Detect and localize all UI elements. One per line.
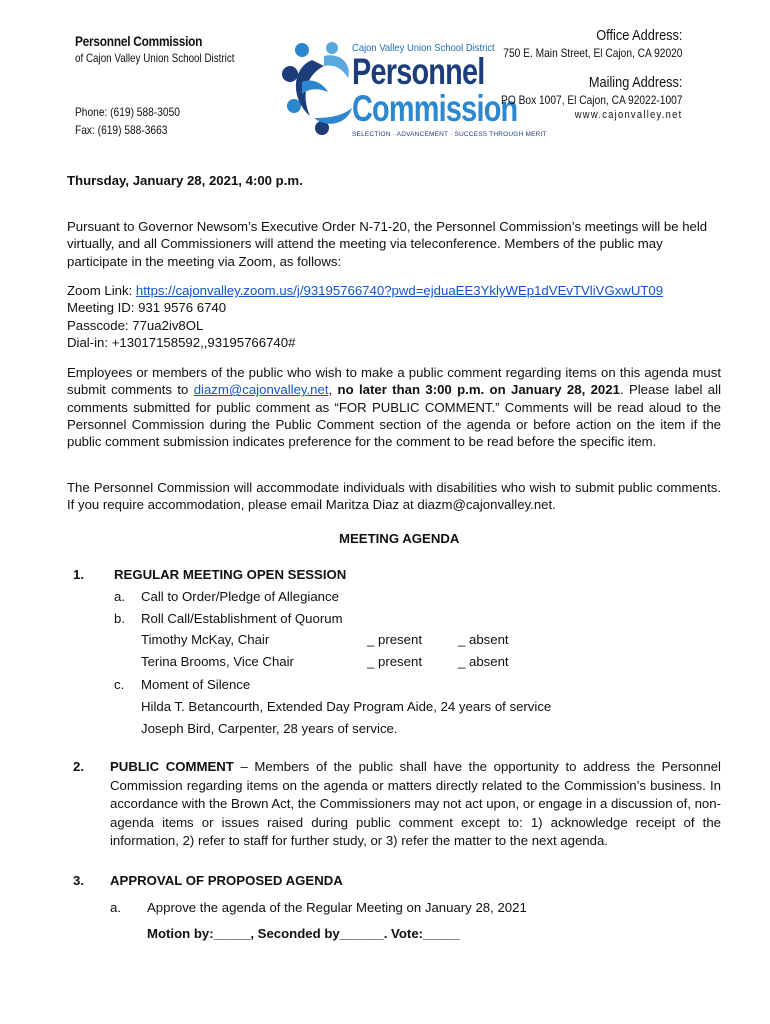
item-1b-letter: b. xyxy=(114,611,125,626)
item-1-title: REGULAR MEETING OPEN SESSION xyxy=(114,567,347,582)
item-3-title: APPROVAL OF PROPOSED AGENDA xyxy=(110,873,343,888)
item-3a-text: Approve the agenda of the Regular Meeting on January 28, 2021 xyxy=(147,900,527,915)
item-2-paragraph xyxy=(110,758,721,851)
org-subtitle: of Cajon Valley Union School District xyxy=(75,51,235,65)
agenda-title: MEETING AGENDA xyxy=(339,531,460,546)
roll-present: _ present xyxy=(367,632,422,647)
logo-district-name: Cajon Valley Union School District xyxy=(352,42,495,54)
public-comment-text-1: Employees or members of the public who wish to make a public comment regarding items on this agenda must submit comments to xyxy=(67,365,721,398)
roll-name: Timothy McKay, Chair xyxy=(141,632,270,647)
item-1c-letter: c. xyxy=(114,677,125,692)
motion-line: Motion by:_____, Seconded by______. Vote:_____ xyxy=(147,926,460,941)
item-3a-letter: a. xyxy=(110,900,121,915)
zoom-link[interactable]: https://cajonvalley.zoom.us/j/93195766740?pwd=ejduaEE3YklyWEp1dVEvTVliVGxwUT09 xyxy=(135,283,664,298)
public-comment-text-2: , xyxy=(328,382,338,398)
zoom-info xyxy=(67,282,721,351)
item-1a-letter: a. xyxy=(114,589,125,604)
meeting-id: Meeting ID: 931 9576 6740 xyxy=(67,300,227,316)
logo-tagline: SELECTION · ADVANCEMENT · SUCCESS THROUGH MERIT xyxy=(352,131,547,138)
logo-word-personnel: Personnel xyxy=(352,51,485,92)
office-address-value: 750 E. Main Street, El Cajon, CA 92020 xyxy=(502,46,682,60)
item-1c-text: Moment of Silence xyxy=(141,677,251,692)
roll-absent: _ absent xyxy=(458,654,509,669)
public-comment-text-3: . Please label all comments submitted for public comment as “FOR PUBLIC COMMENT.” Comments will be read aloud to the Personnel Commission during the Public Comment section of the agenda or before action on the item if the public comment submission indicates preference for the comment to be read before the specific item. xyxy=(67,382,722,450)
silence-honoree-1: Hilda T. Betancourth, Extended Day Program Aide, 24 years of service xyxy=(141,699,552,714)
silence-honoree-2: Joseph Bird, Carpenter, 28 years of service. xyxy=(141,721,398,736)
email-link[interactable]: diazm@cajonvalley.net xyxy=(193,382,329,398)
zoom-link-label: Zoom Link: xyxy=(67,283,136,298)
public-comment-paragraph xyxy=(67,364,721,450)
item-1a-text: Call to Order/Pledge of Allegiance xyxy=(141,589,339,604)
header-contact-left xyxy=(75,33,270,137)
passcode: Passcode: 77ua2iv8OL xyxy=(67,317,204,333)
meeting-date: Thursday, January 28, 2021, 4:00 p.m. xyxy=(67,173,303,188)
item-2-number: 2. xyxy=(73,759,84,774)
org-name: Personnel Commission xyxy=(75,33,203,49)
mailing-address-value: PO Box 1007, El Cajon, CA 92022-1007 xyxy=(500,93,682,107)
roll-present: _ present xyxy=(367,654,422,669)
intro-paragraph: Pursuant to Governor Newsom’s Executive Order N-71-20, the Personnel Commission’s meetings will be held virtually, and all Commissioners will attend the meeting via teleconference. Members of the public may participate in the meeting via Zoom, as follows: xyxy=(67,219,708,269)
comment-deadline: no later than 3:00 p.m. on January 28, 2021 xyxy=(337,382,620,398)
website-url: www.cajonvalley.net xyxy=(574,109,682,121)
item-1-number: 1. xyxy=(73,567,84,582)
roll-name: Terina Brooms, Vice Chair xyxy=(141,654,294,669)
phone-number: Phone: (619) 588-3050 xyxy=(75,105,180,119)
mailing-address-label: Mailing Address: xyxy=(588,74,682,91)
item-2-title: PUBLIC COMMENT xyxy=(110,759,234,774)
dial-in: Dial-in: +13017158592,,93195766740# xyxy=(67,334,296,350)
accommodation-paragraph: The Personnel Commission will accommodate individuals with disabilities who wish to submit public comments. If you require accommodation, please email Maritza Diaz at diazm@cajonvalley.net. xyxy=(67,480,721,513)
item-2-text: – Members of the public shall have the opportunity to address the Personnel Commission regarding items on the agenda or matters directly related to the Commission’s business. In accordance with the Brown Act, the Commissioners may not act upon, or engage in a discussion of, non-agenda items or issues raised during public comment except to: 1) acknowledge receipt of the information, 2) refer to staff for further study, or 3) refer the matter to the next agenda. xyxy=(110,759,721,848)
logo-word-commission: Commission xyxy=(352,88,518,129)
item-1b-text: Roll Call/Establishment of Quorum xyxy=(141,611,343,626)
zoom-link-line xyxy=(67,282,721,299)
roll-absent: _ absent xyxy=(458,632,509,647)
header-contact-right xyxy=(469,27,682,121)
office-address-label: Office Address: xyxy=(595,27,682,44)
fax-number: Fax: (619) 588-3663 xyxy=(75,123,168,137)
item-3-number: 3. xyxy=(73,873,84,888)
